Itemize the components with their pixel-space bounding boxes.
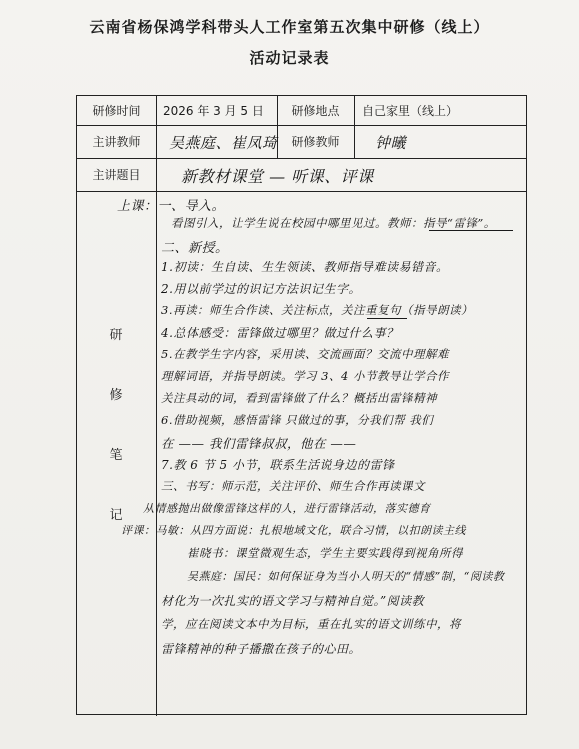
label-place: 研修地点 (291, 104, 340, 118)
document-title: 云南省杨保鸿学科带头人工作室第五次集中研修（线上） (89, 18, 490, 36)
note-line: 评课：马敏：从四方面说：扎根地域文化，联合习情，以扣朗读主线 (121, 524, 466, 537)
note-line: 1.初读：生自读、生生领读、教师指导难读易错音。 (161, 260, 449, 274)
underline-mark (429, 230, 513, 231)
note-line: 上课：一、导入。 (117, 199, 226, 214)
value-time: 2026 年 3 月 5 日 (163, 104, 264, 118)
note-line: 在 —— 我们雷锋叔叔，他在 —— (161, 436, 357, 451)
note-line: 理解词语，并指导朗读。学习 3、4 小节教导让学合作 (161, 369, 449, 383)
notes-label-1: 研 (109, 328, 123, 343)
underline-mark (367, 318, 407, 319)
note-line: 3.再读：师生合作读、关注标点，关注重复句（指导朗读） (161, 303, 473, 317)
note-line: 吴燕庭：国民：如何保证身为当小人明天的“情感”制，“阅读教 (187, 570, 505, 583)
note-line: 5.在教学生字内容，采用读、交流画面？交流中理解难 (161, 347, 449, 361)
notes-label-2: 修 (109, 388, 123, 403)
note-line: 崔晓书：课堂微观生态，学生主要实践得到视角所得 (187, 546, 463, 560)
value-place: 自己家里（线上） (362, 104, 459, 118)
note-line: 二、新授。 (161, 241, 229, 256)
value-teacher: 吴燕庭、崔凤琦 (169, 134, 278, 152)
record-table (76, 95, 527, 715)
label-teacher: 主讲教师 (92, 135, 141, 149)
note-line: 材化为一次扎实的语文学习与精神自觉。”阅读教 (161, 594, 425, 608)
notes-label-4: 记 (109, 508, 123, 523)
note-line: 雷锋精神的种子播撒在孩子的心田。 (161, 642, 362, 656)
label-topic: 主讲题目 (92, 168, 141, 182)
notes-label-3: 笔 (109, 448, 123, 463)
document-subtitle: 活动记录表 (249, 49, 330, 67)
note-line: 关注具动的词，看到雷锋做了什么？概括出雷锋精神 (161, 391, 437, 405)
label-trainee: 研修教师 (291, 135, 340, 149)
value-trainee: 钟曦 (375, 134, 407, 152)
note-line: 学，应在阅读文本中为目标，重在扎实的语文训练中，将 (161, 617, 461, 631)
note-line: 6.借助视频，感悟雷锋 只做过的事，分我们帮 我们 (161, 413, 434, 427)
note-line: 从情感抛出做像雷锋这样的人，进行雷锋活动，落实德育 (143, 502, 431, 515)
note-line: 三、书写：师示范，关注评价、师生合作再读课文 (161, 479, 425, 493)
note-line: 7.教 6 节 5 小节，联系生活说身边的雷锋 (161, 458, 395, 472)
note-line: 看图引入，让学生说在校园中哪里见过。教师：指导“雷锋”。 (171, 216, 496, 230)
label-time: 研修时间 (92, 104, 141, 118)
value-topic: 新教材课堂 — 听课、评课 (181, 167, 374, 186)
note-line: 2.用以前学过的识记方法识记生字。 (161, 282, 361, 296)
note-line: 4.总体感受：雷锋做过哪里？做过什么事？ (161, 326, 399, 340)
